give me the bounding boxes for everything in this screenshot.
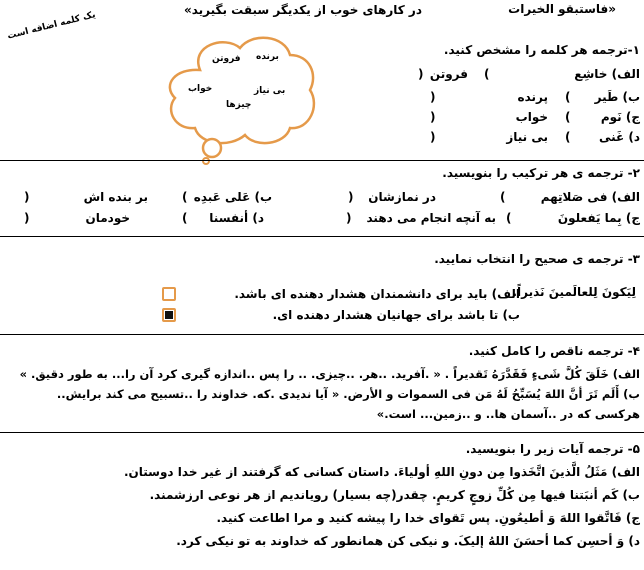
q2-b-answer: بر بنده اش [83, 190, 148, 204]
q3-option-b-checkbox[interactable] [162, 308, 176, 322]
word-cloud-shape [160, 30, 320, 165]
q3-option-a-checkbox[interactable] [162, 287, 176, 301]
header-verse: «فاستبقو الخيرات [508, 2, 616, 16]
q2-c-label: ج) بِما یَفعلونَ [557, 211, 640, 225]
worksheet-page: «فاستبقو الخيرات در کارهای خوب از یکدیگر سبقت بگیرید» یک کلمه اضافه است برنده فروتن خواب بی نیاز چیزها ۱-ترجمه هر کلمه را مشخص کنید. الف) خاشِع ( فروتن ) ب) طَیر ( پرنده ) ج) نَوم ( خواب ) د) غَنی ( بی نیاز ) ۲- ترجمه ی هر ترکیب را بنویسید. الف) فی صَلاتِهم ( در نمازشان ) ب) عَلی عَبدِه ( بر بنده اش ) ج) بِما یَفعلونَ ( به آنچه انجام می دهند ) د) أنفسنا ( خودمان ) ۳- ترجمه ی صحیح را انتخاب نمایید. لِیَکونَ لِلعالَمینَ نَذیراً. الف) باید برای دانشمندان هشدار دهنده ای باشد. ب) تا باشد برای جهانیان هشدار دهنده ای. ۴- ترجمه ناقص را کامل کنید. الف) خَلَقَ کُلَّ شَیءٍ فَقَدَّرَهُ تَقدیراً . « .آفرید. ..هر. ..چیزی. .. را پس ..اندازه گیری کرد آن را... به طور دقیق. » ب) أَلَم تَرَ أنَّ اللهَ یُسَبِّحُ لَهُ مَن فی السموات و الأرض. « آیا ندیدی .که. خداوند را ..تسبیح می کند برایش.. هرکسی که در ..آسمان ها.. و ..زمین... است.» ۵- ترجمه آیات زیر را بنویسید. الف) مَثَلُ الَّذینَ اتَّخَذوا مِن دونِ اللهِ أولیاءَ. داستان کسانی که گرفتند از غیر خدا دوستان. ب) کَم أنبَتنا فیها مِن کُلِّ زوجٍ کریمٍ. چقدر(چه بسیار) رویاندیم از هر نوعی ارزشمند. ج) فَاتَّقوا اللهَ وَ أطیعُونِ. پس تَقوای خدا را پیشه کنید و مرا اطاعت کنید. د) وَ أحسِن کما أحسَنَ اللهُ إلیکَ. و نیکی کن همانطور که خداوند به تو نیکی کرد. [0, 0, 644, 570]
q3-verse: لِیَکونَ لِلعالَمینَ نَذیراً. [512, 285, 636, 299]
q1-row-d-answer: بی نیاز [506, 130, 548, 144]
q1-row-c-label: ج) نَوم [600, 110, 640, 124]
q2-b-label: ب) عَلی عَبدِه [193, 190, 272, 204]
cloud-word-1: برنده [256, 52, 279, 62]
header-translation: در کارهای خوب از یکدیگر سبقت بگیرید» [183, 3, 422, 17]
q1-row-a-answer: فروتن [429, 67, 468, 81]
q2-title: ۲- ترجمه ی هر ترکیب را بنویسید. [442, 166, 640, 180]
q1-row-c-answer: خواب [515, 110, 548, 124]
q4-title: ۴- ترجمه ناقص را کامل کنید. [468, 344, 640, 358]
q2-a-answer: در نمازشان [368, 190, 436, 204]
q1-row-d-label: د) غَنی [598, 130, 640, 144]
divider-1 [0, 160, 644, 161]
q1-row-b-answer: پرنده [517, 90, 548, 104]
cloud-word-5: چیزها [226, 100, 252, 110]
q2-d-answer: خودمان [85, 211, 130, 225]
q1-title: ۱-ترجمه هر کلمه را مشخص کنید. [443, 43, 640, 57]
q4-line-1: الف) خَلَقَ کُلَّ شَیءٍ فَقَدَّرَهُ تَقدیراً . « .آفرید. ..هر. ..چیزی. .. را پس ..اندازه گیری کرد آن را... به طور دقیق. » [19, 367, 640, 381]
divider-4 [0, 432, 644, 433]
cloud-word-2: فروتن [212, 54, 241, 64]
divider-2 [0, 236, 644, 237]
q1-row-a-label: الف) خاشِع [574, 67, 640, 81]
q2-c-answer: به آنچه انجام می دهند [366, 211, 496, 225]
q5-c: ج) فَاتَّقوا اللهَ وَ أطیعُونِ. پس تَقوای خدا را پیشه کنید و مرا اطاعت کنید. [216, 511, 640, 525]
q3-title: ۳- ترجمه ی صحیح را انتخاب نمایید. [434, 252, 640, 266]
q3-option-a[interactable]: الف) باید برای دانشمندان هشدار دهنده ای باشد. [234, 287, 520, 301]
q2-d-label: د) أنفسنا [209, 211, 264, 225]
cloud-word-3: خواب [188, 84, 213, 94]
q5-title: ۵- ترجمه آیات زیر را بنویسید. [465, 442, 640, 456]
q5-b: ب) کَم أنبَتنا فیها مِن کُلِّ زوجٍ کریمٍ. چقدر(چه بسیار) رویاندیم از هر نوعی ارزشمند. [149, 488, 640, 502]
q4-line-3: هرکسی که در ..آسمان ها.. و ..زمین... است.» [376, 407, 640, 421]
divider-3 [0, 334, 644, 335]
extra-word-note: یک کلمه اضافه است [6, 10, 97, 42]
cloud-word-4: بی نیاز [254, 86, 286, 96]
q1-row-b-label: ب) طَیر [594, 90, 640, 104]
q3-option-b[interactable]: ب) تا باشد برای جهانیان هشدار دهنده ای. [272, 308, 520, 322]
q5-a: الف) مَثَلُ الَّذینَ اتَّخَذوا مِن دونِ اللهِ أولیاءَ. داستان کسانی که گرفتند از غیر خدا دوستان. [123, 465, 640, 479]
q4-line-2: ب) أَلَم تَرَ أنَّ اللهَ یُسَبِّحُ لَهُ مَن فی السموات و الأرض. « آیا ندیدی .که. خداوند را ..تسبیح می کند برایش.. [56, 387, 640, 401]
q2-a-label: الف) فی صَلاتِهم [540, 190, 640, 204]
q5-d: د) وَ أحسِن کما أحسَنَ اللهُ إلیکَ. و نیکی کن همانطور که خداوند به تو نیکی کرد. [176, 534, 640, 548]
